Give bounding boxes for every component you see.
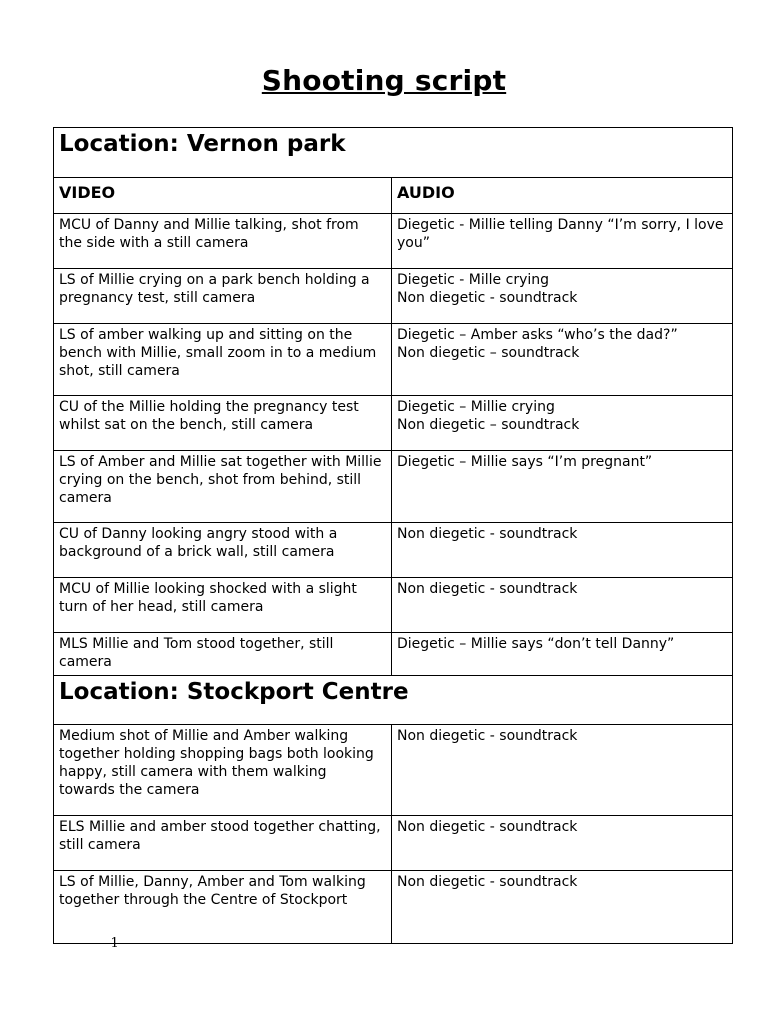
page-number: - 1 - xyxy=(102,936,128,951)
location-row xyxy=(54,676,733,725)
audio-cell: Non diegetic - soundtrack xyxy=(392,578,733,633)
audio-cell: Diegetic - Mille crying Non diegetic - soundtrack xyxy=(392,269,733,324)
audio-cell: Non diegetic - soundtrack xyxy=(392,871,733,944)
video-cell: CU of Danny looking angry stood with a background of a brick wall, still camera xyxy=(54,523,392,578)
table-row xyxy=(54,451,733,523)
audio-column-header: AUDIO xyxy=(392,178,733,214)
video-cell: LS of Millie crying on a park bench holding a pregnancy test, still camera xyxy=(54,269,392,324)
table-row xyxy=(54,523,733,578)
audio-cell: Diegetic – Millie crying Non diegetic – soundtrack xyxy=(392,396,733,451)
location-heading: Location: Vernon park xyxy=(54,128,733,178)
video-cell: Medium shot of Millie and Amber walking together holding shopping bags both looking happy, still camera with them walking towards the camera xyxy=(54,725,392,816)
audio-cell: Diegetic - Millie telling Danny “I’m sorry, I love you” xyxy=(392,214,733,269)
table-row xyxy=(54,633,733,676)
table-row xyxy=(54,816,733,871)
table-row xyxy=(54,324,733,396)
video-cell: LS of amber walking up and sitting on the bench with Millie, small zoom in to a medium shot, still camera xyxy=(54,324,392,396)
audio-cell: Non diegetic - soundtrack xyxy=(392,725,733,816)
video-column-header: VIDEO xyxy=(54,178,392,214)
audio-cell: Non diegetic - soundtrack xyxy=(392,523,733,578)
table-row xyxy=(54,725,733,816)
header-row xyxy=(54,178,733,214)
video-cell: MCU of Millie looking shocked with a slight turn of her head, still camera xyxy=(54,578,392,633)
audio-cell: Diegetic – Millie says “don’t tell Danny” xyxy=(392,633,733,676)
audio-cell: Diegetic – Millie says “I’m pregnant” xyxy=(392,451,733,523)
table-row xyxy=(54,214,733,269)
video-cell: CU of the Millie holding the pregnancy test whilst sat on the bench, still camera xyxy=(54,396,392,451)
audio-cell: Diegetic – Amber asks “who’s the dad?” Non diegetic – soundtrack xyxy=(392,324,733,396)
location-heading: Location: Stockport Centre xyxy=(54,676,733,725)
table-row xyxy=(54,871,733,944)
table-row xyxy=(54,396,733,451)
audio-cell: Non diegetic - soundtrack xyxy=(392,816,733,871)
document-title: Shooting script xyxy=(261,64,507,97)
video-cell: MLS Millie and Tom stood together, still camera xyxy=(54,633,392,676)
shooting-script-table xyxy=(53,127,733,944)
table-row xyxy=(54,269,733,324)
video-cell: MCU of Danny and Millie talking, shot from the side with a still camera xyxy=(54,214,392,269)
video-cell: ELS Millie and amber stood together chatting, still camera xyxy=(54,816,392,871)
video-cell: LS of Millie, Danny, Amber and Tom walking together through the Centre of Stockport xyxy=(54,871,392,944)
table-row xyxy=(54,578,733,633)
location-row xyxy=(54,128,733,178)
video-cell: LS of Amber and Millie sat together with Millie crying on the bench, shot from behind, still camera xyxy=(54,451,392,523)
